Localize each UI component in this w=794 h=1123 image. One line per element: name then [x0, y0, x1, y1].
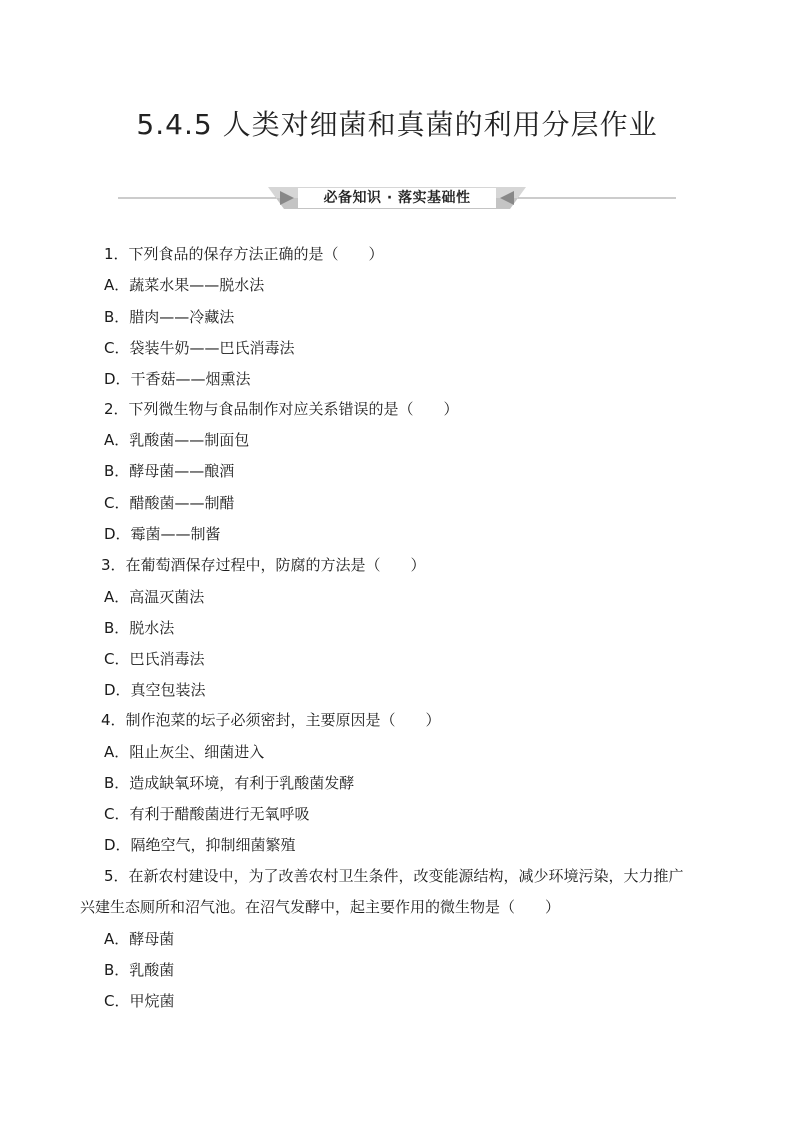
question-3-option-d: D．真空包装法 — [104, 681, 206, 699]
question-2-option-a: A．乳酸菌——制面包 — [104, 431, 250, 449]
question-2-option-c: C．醋酸菌——制醋 — [104, 494, 235, 512]
question-3-option-b: B．脱水法 — [104, 619, 175, 637]
question-1-option-a: A．蔬菜水果——脱水法 — [104, 276, 265, 294]
question-5-option-a: A．酵母菌 — [104, 930, 175, 948]
question-5-stem-line-2: 兴建生态厕所和沼气池。在沼气发酵中，起主要作用的微生物是（ ） — [80, 898, 561, 916]
question-3-option-a: A．高温灭菌法 — [104, 588, 205, 606]
question-3-option-c: C．巴氏消毒法 — [104, 650, 205, 668]
question-4-option-a: A．阻止灰尘、细菌进入 — [104, 743, 265, 761]
question-3-stem: 3．在葡萄酒保存过程中，防腐的方法是（ ） — [101, 556, 426, 574]
question-4-option-d: D．隔绝空气，抑制细菌繁殖 — [104, 836, 296, 854]
question-5-option-b: B．乳酸菌 — [104, 961, 175, 979]
question-1-stem: 1．下列食品的保存方法正确的是（ ） — [104, 245, 384, 263]
question-5-stem-line-1: 5．在新农村建设中，为了改善农村卫生条件，改变能源结构，减少环境污染，大力推广 — [104, 867, 684, 885]
question-1-option-b: B．腊肉——冷藏法 — [104, 308, 235, 326]
question-4-stem: 4．制作泡菜的坛子必须密封，主要原因是（ ） — [101, 711, 441, 729]
question-4-option-b: B．造成缺氧环境，有利于乳酸菌发酵 — [104, 774, 355, 792]
question-2-option-b: B．酵母菌——酿酒 — [104, 462, 235, 480]
question-5-option-c: C．甲烷菌 — [104, 992, 175, 1010]
question-2-option-d: D．霉菌——制酱 — [104, 525, 221, 543]
question-2-stem: 2．下列微生物与食品制作对应关系错误的是（ ） — [104, 400, 459, 418]
question-4-option-c: C．有利于醋酸菌进行无氧呼吸 — [104, 805, 310, 823]
page-title: 5.4.5 人类对细菌和真菌的利用分层作业 — [136, 108, 658, 141]
question-1-option-c: C．袋装牛奶——巴氏消毒法 — [104, 339, 295, 357]
question-1-option-d: D．干香菇——烟熏法 — [104, 370, 251, 388]
section-banner-text: 必备知识 · 落实基础性 — [323, 190, 471, 206]
section-banner — [118, 183, 676, 213]
